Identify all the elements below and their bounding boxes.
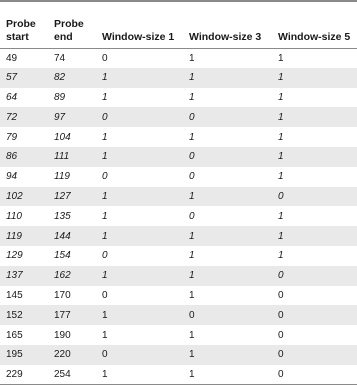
window-size-1-cell: 0 bbox=[96, 107, 183, 127]
table-row bbox=[0, 107, 357, 127]
probe-start-cell: 64 bbox=[6, 91, 18, 103]
probe-end-cell: 127 bbox=[48, 187, 96, 207]
header-window-size-1: Window-size 1 bbox=[96, 1, 183, 48]
probe-end-cell: 177 bbox=[48, 305, 96, 325]
table-header bbox=[0, 1, 357, 48]
window-size-1-cell: 1 bbox=[96, 147, 183, 167]
table-row bbox=[0, 48, 357, 68]
window-size-1-cell: 1 bbox=[96, 226, 183, 246]
table-row bbox=[0, 88, 357, 108]
window-size-5-cell: 0 bbox=[272, 305, 357, 325]
probe-end-cell: 162 bbox=[48, 266, 96, 286]
probe-end-cell: 170 bbox=[54, 289, 71, 301]
window-size-3-cell: 1 bbox=[183, 68, 272, 88]
header-window-size-5: Window-size 5 bbox=[272, 1, 357, 48]
header-row bbox=[0, 1, 357, 48]
probe-start-cell: 119 bbox=[0, 226, 48, 246]
window-size-1-cell: 1 bbox=[102, 329, 108, 341]
window-size-1-cell: 1 bbox=[96, 305, 183, 325]
window-size-5-cell: 0 bbox=[272, 345, 357, 365]
window-size-1-cell: 1 bbox=[96, 68, 183, 88]
probe-end-cell: 119 bbox=[54, 171, 70, 183]
probe-start-cell: 137 bbox=[0, 266, 48, 286]
window-size-1-cell: 0 bbox=[96, 345, 183, 365]
window-size-1-cell: 1 bbox=[96, 365, 183, 385]
window-size-3-cell: 0 bbox=[183, 305, 272, 325]
window-size-5-cell: 1 bbox=[272, 68, 357, 88]
table-row bbox=[0, 266, 357, 286]
window-size-5-cell: 1 bbox=[278, 131, 284, 143]
window-size-1-cell: 0 bbox=[102, 52, 108, 64]
probe-end-cell: 82 bbox=[48, 68, 96, 88]
window-size-3-cell: 1 bbox=[189, 329, 195, 341]
probe-start-cell: 49 bbox=[6, 52, 18, 64]
probe-start-cell: 57 bbox=[0, 68, 48, 88]
window-size-5-cell: 0 bbox=[272, 365, 357, 385]
window-size-3-cell: 0 bbox=[189, 210, 195, 222]
window-size-3-cell: 1 bbox=[183, 187, 272, 207]
table-row bbox=[0, 286, 357, 306]
probe-end-cell: 89 bbox=[54, 91, 66, 103]
probe-start-cell: 102 bbox=[0, 187, 48, 207]
window-size-3-cell: 1 bbox=[183, 266, 272, 286]
window-size-3-cell: 1 bbox=[189, 289, 195, 301]
window-size-5-cell: 1 bbox=[272, 226, 357, 246]
window-size-5-cell: 0 bbox=[278, 289, 284, 301]
window-size-1-cell: 1 bbox=[96, 187, 183, 207]
window-size-1-cell: 0 bbox=[102, 289, 108, 301]
probe-start-cell: 86 bbox=[0, 147, 48, 167]
table-row bbox=[0, 187, 357, 207]
table-row bbox=[0, 206, 357, 226]
table-row bbox=[0, 325, 357, 345]
probe-end-cell: 220 bbox=[48, 345, 96, 365]
probe-end-cell: 97 bbox=[48, 107, 96, 127]
window-size-3-cell: 1 bbox=[183, 365, 272, 385]
probe-end-cell: 154 bbox=[54, 250, 71, 262]
window-size-1-cell: 0 bbox=[102, 250, 108, 262]
probe-start-cell: 165 bbox=[6, 329, 23, 341]
window-size-3-cell: 1 bbox=[183, 226, 272, 246]
window-size-5-cell: 1 bbox=[278, 210, 284, 222]
table-row bbox=[0, 147, 357, 167]
window-size-5-cell: 1 bbox=[272, 107, 357, 127]
probe-end-cell: 135 bbox=[54, 210, 71, 222]
window-size-5-cell: 0 bbox=[278, 329, 284, 341]
probe-start-cell: 129 bbox=[6, 250, 23, 262]
window-size-3-cell: 1 bbox=[189, 91, 195, 103]
window-size-3-cell: 0 bbox=[189, 171, 195, 183]
probe-start-cell: 94 bbox=[6, 171, 18, 183]
probe-start-cell: 195 bbox=[0, 345, 48, 365]
table-row bbox=[0, 127, 357, 147]
header-probe-start: Probe start bbox=[0, 1, 48, 48]
probe-end-cell: 111 bbox=[48, 147, 96, 167]
window-size-1-cell: 1 bbox=[102, 131, 108, 143]
window-size-1-cell: 0 bbox=[102, 171, 108, 183]
probe-end-cell: 144 bbox=[48, 226, 96, 246]
probe-start-cell: 145 bbox=[6, 289, 23, 301]
window-size-1-cell: 1 bbox=[102, 91, 108, 103]
probe-start-cell: 229 bbox=[0, 365, 48, 385]
header-probe-end: Probe end bbox=[48, 1, 96, 48]
table-row bbox=[0, 68, 357, 88]
table-row bbox=[0, 345, 357, 365]
window-size-5-cell: 1 bbox=[278, 171, 284, 183]
header-window-size-3: Window-size 3 bbox=[183, 1, 272, 48]
window-size-5-cell: 1 bbox=[278, 91, 284, 103]
probe-start-cell: 152 bbox=[0, 305, 48, 325]
table-row bbox=[0, 246, 357, 266]
window-size-3-cell: 1 bbox=[183, 345, 272, 365]
window-size-3-cell: 0 bbox=[183, 107, 272, 127]
table-body bbox=[0, 48, 357, 385]
probe-start-cell: 72 bbox=[0, 107, 48, 127]
window-size-3-cell: 1 bbox=[189, 250, 195, 262]
table-row bbox=[0, 226, 357, 246]
table-row bbox=[0, 305, 357, 325]
window-size-5-cell: 0 bbox=[272, 187, 357, 207]
window-size-3-cell: 1 bbox=[189, 52, 195, 64]
table-row bbox=[0, 365, 357, 385]
window-size-1-cell: 1 bbox=[102, 210, 108, 222]
probe-end-cell: 190 bbox=[54, 329, 71, 341]
probe-end-cell: 254 bbox=[48, 365, 96, 385]
probe-start-cell: 79 bbox=[6, 131, 18, 143]
window-size-5-cell: 0 bbox=[272, 266, 357, 286]
window-size-5-cell: 1 bbox=[272, 147, 357, 167]
probe-start-cell: 110 bbox=[6, 210, 22, 222]
probe-end-cell: 104 bbox=[54, 131, 71, 143]
window-size-3-cell: 1 bbox=[189, 131, 195, 143]
table-row bbox=[0, 167, 357, 187]
window-size-5-cell: 1 bbox=[278, 250, 284, 262]
probe-end-cell: 74 bbox=[54, 52, 66, 64]
window-size-3-cell: 0 bbox=[183, 147, 272, 167]
window-size-1-cell: 1 bbox=[96, 266, 183, 286]
window-size-5-cell: 1 bbox=[278, 52, 284, 64]
